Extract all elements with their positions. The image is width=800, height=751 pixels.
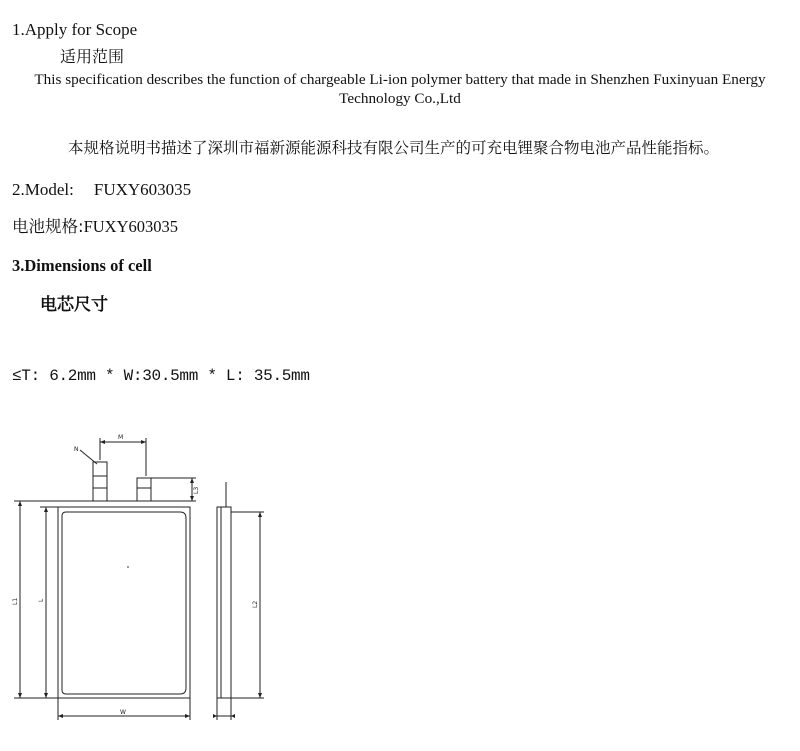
tab-right [137,478,151,501]
label-l: L [38,598,45,602]
section-3-title: 3.Dimensions of cell [12,256,152,275]
cell-outline [58,507,190,698]
section-1-description: This specification describes the function of chargeable Li-ion polymer battery that made in Shenzhen Fuxinyuan Energy Technology Co.,Ltd [34,71,766,107]
model-line [12,180,191,200]
tab-left [93,462,107,501]
section-1-title: 1.Apply for Scope [12,20,138,39]
label-l2: L2 [252,600,259,608]
section-1-title-cn: 适用范围 [60,47,125,66]
model-value: FUXY603035 [93,180,192,199]
label-l3: L3 [193,486,200,494]
label-m: M [118,434,124,441]
cell-dimension-drawing [0,420,800,751]
section-3-title-cn: 电芯尺寸 [40,295,108,315]
model-label-cn: 电池规格: [12,217,84,236]
label-l1: L1 [12,597,19,605]
cell-dimensions: ≤T: 6.2mm * W:30.5mm * L: 35.5mm [12,367,310,385]
label-n: N [74,446,79,453]
cell-inner-outline [62,512,186,694]
model-line-cn [12,213,178,237]
model-value-cn: FUXY603035 [83,217,178,236]
model-label: 2.Model: [12,180,74,199]
cell-side-view [217,507,231,698]
label-w: W [120,709,126,716]
section-1-description-cn: 本规格说明书描述了深圳市福新源能源科技有限公司生产的可充电锂聚合物电池产品性能指标。 [68,139,720,157]
dim-n-leader [80,450,97,464]
